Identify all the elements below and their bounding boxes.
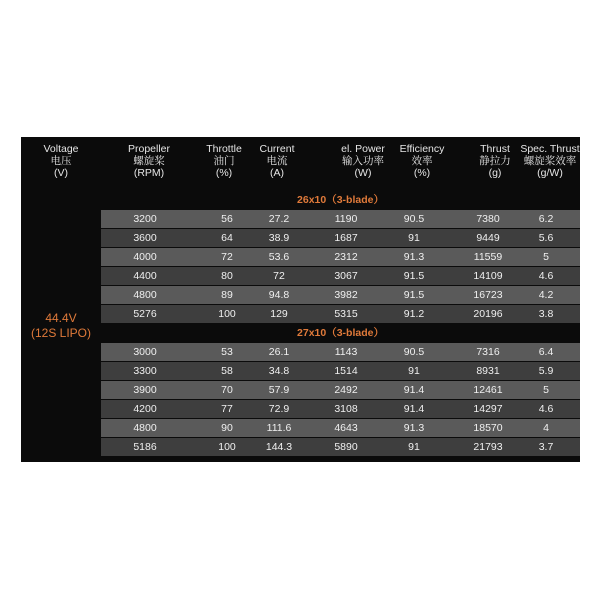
header-en: Throttle	[206, 143, 242, 155]
header-unit: (RPM)	[133, 167, 165, 179]
header-en: Efficiency	[399, 143, 445, 155]
table-header	[21, 137, 580, 189]
header-unit: (A)	[270, 167, 284, 179]
table-cell: 3067	[334, 270, 358, 282]
table-cell: 3600	[133, 232, 157, 244]
table-cell: 8931	[476, 365, 500, 377]
table-cell: 12461	[473, 384, 503, 396]
table-cell: 14109	[473, 270, 503, 282]
header-zh: 油门	[213, 155, 235, 167]
voltage-value	[21, 189, 101, 462]
table-cell: 34.8	[268, 365, 290, 377]
table-cell: 144.3	[265, 441, 293, 453]
header-zh: 螺旋桨	[133, 155, 165, 167]
table-cell: 6.4	[538, 346, 554, 358]
table-cell: 70	[221, 384, 233, 396]
table-cell: 90.5	[403, 213, 425, 225]
table-cell: 91.4	[403, 403, 425, 415]
table-cell: 111.6	[266, 422, 292, 434]
table-cell: 3.8	[538, 308, 554, 320]
table-cell: 3300	[133, 365, 157, 377]
section-title: 26x10（3-blade）	[101, 191, 580, 209]
table-cell: 16723	[473, 289, 503, 301]
table-cell: 89	[221, 289, 233, 301]
table-cell: 5315	[334, 308, 358, 320]
table-row	[101, 343, 580, 361]
table-row	[101, 267, 580, 285]
header-en: el. Power	[341, 143, 385, 155]
table-cell: 21793	[473, 441, 503, 453]
header-zh: 效率	[411, 155, 433, 167]
table-cell: 53	[221, 346, 233, 358]
table-row	[101, 362, 580, 380]
table-cell: 72.9	[268, 403, 290, 415]
table-cell: 2312	[334, 251, 358, 263]
table-cell: 58	[221, 365, 233, 377]
table-cell: 80	[221, 270, 233, 282]
table-cell: 90	[221, 422, 233, 434]
table-cell: 72	[273, 270, 285, 282]
table-cell: 77	[221, 403, 233, 415]
table-cell: 5.6	[538, 232, 554, 244]
table-cell: 91.5	[403, 270, 425, 282]
header-cell	[242, 143, 312, 189]
table-cell: 129	[270, 308, 288, 320]
table-row	[101, 419, 580, 437]
table-cell: 3200	[133, 213, 157, 225]
table-row	[101, 229, 580, 247]
header-en: Current	[259, 143, 295, 155]
table-cell: 56	[221, 213, 233, 225]
header-unit: (%)	[413, 167, 431, 179]
table-cell: 7380	[476, 213, 500, 225]
header-zh: 输入功率	[342, 155, 384, 167]
table-cell: 57.9	[268, 384, 290, 396]
table-cell: 53.6	[268, 251, 290, 263]
table-cell: 100	[218, 308, 236, 320]
header-zh: 电压	[50, 155, 72, 167]
table-cell: 1143	[334, 346, 358, 358]
table-cell: 4400	[133, 270, 157, 282]
table-cell: 26.1	[268, 346, 290, 358]
table-cell: 4200	[133, 403, 157, 415]
table-cell: 3000	[133, 346, 157, 358]
table-cell: 5	[543, 384, 549, 396]
table-cell: 4.6	[538, 403, 554, 415]
table-cell: 1514	[334, 365, 358, 377]
table-cell: 4.2	[538, 289, 554, 301]
table-cell: 4000	[133, 251, 157, 263]
table-cell: 5	[543, 251, 549, 263]
header-en: Voltage	[43, 143, 79, 155]
header-cell	[21, 143, 101, 189]
header-en: Propeller	[127, 143, 171, 155]
header-zh: 静拉力	[479, 155, 511, 167]
table-cell: 91.3	[403, 251, 425, 263]
table-row	[101, 438, 580, 456]
table-cell: 91	[408, 232, 420, 244]
table-row	[101, 381, 580, 399]
table-cell: 4643	[334, 422, 358, 434]
table-cell: 3108	[334, 403, 358, 415]
table-cell: 91.2	[403, 308, 425, 320]
header-zh: 螺旋桨效率	[523, 155, 577, 167]
table-cell: 4.6	[538, 270, 554, 282]
table-cell: 91	[408, 365, 420, 377]
table-row	[101, 248, 580, 266]
table-cell: 4800	[133, 289, 157, 301]
table-cell: 64	[221, 232, 233, 244]
table-cell: 9449	[476, 232, 500, 244]
table-cell: 38.9	[268, 232, 290, 244]
header-cell	[101, 143, 197, 189]
table-cell: 94.8	[268, 289, 290, 301]
table-cell: 91.4	[403, 384, 425, 396]
header-zh: 电流	[266, 155, 288, 167]
header-unit: (%)	[215, 167, 233, 179]
table-cell: 90.5	[403, 346, 425, 358]
performance-table	[21, 137, 580, 462]
table-cell: 1190	[334, 213, 358, 225]
header-unit: (W)	[354, 167, 372, 179]
table-cell: 4	[543, 422, 549, 434]
table-cell: 27.2	[268, 213, 290, 225]
header-en: Thrust	[480, 143, 510, 155]
table-cell: 2492	[334, 384, 358, 396]
header-cell	[515, 143, 585, 189]
table-cell: 3.7	[538, 441, 554, 453]
table-cell: 100	[218, 441, 236, 453]
table-row	[101, 305, 580, 323]
table-cell: 72	[221, 251, 233, 263]
table-cell: 91.3	[403, 422, 425, 434]
table-row	[101, 210, 580, 228]
header-en: Spec. Thrust	[520, 143, 580, 155]
table-row	[101, 286, 580, 304]
table-cell: 3982	[334, 289, 358, 301]
table-cell: 11559	[473, 251, 503, 263]
header-cell	[381, 143, 463, 189]
table-cell: 91.5	[403, 289, 425, 301]
table-cell: 4800	[133, 422, 157, 434]
table-cell: 5186	[133, 441, 157, 453]
table-row	[101, 400, 580, 418]
table-cell: 1687	[334, 232, 358, 244]
header-unit: (g/W)	[537, 167, 563, 179]
table-cell: 5276	[133, 308, 157, 320]
voltage-line2: (12S LIPO)	[30, 325, 92, 340]
table-cell: 5890	[334, 441, 358, 453]
table-cell: 20196	[473, 308, 503, 320]
table-cell: 3900	[133, 384, 157, 396]
table-cell: 5.9	[538, 365, 554, 377]
table-cell: 14297	[473, 403, 503, 415]
table-cell: 7316	[476, 346, 500, 358]
header-unit: (g)	[488, 167, 502, 179]
voltage-line1: 44.4V	[45, 310, 77, 325]
table-cell: 91	[408, 441, 420, 453]
table-cell: 18570	[473, 422, 503, 434]
table-cell: 6.2	[538, 213, 554, 225]
section-title: 27x10（3-blade）	[101, 324, 580, 342]
header-unit: (V)	[54, 167, 68, 179]
